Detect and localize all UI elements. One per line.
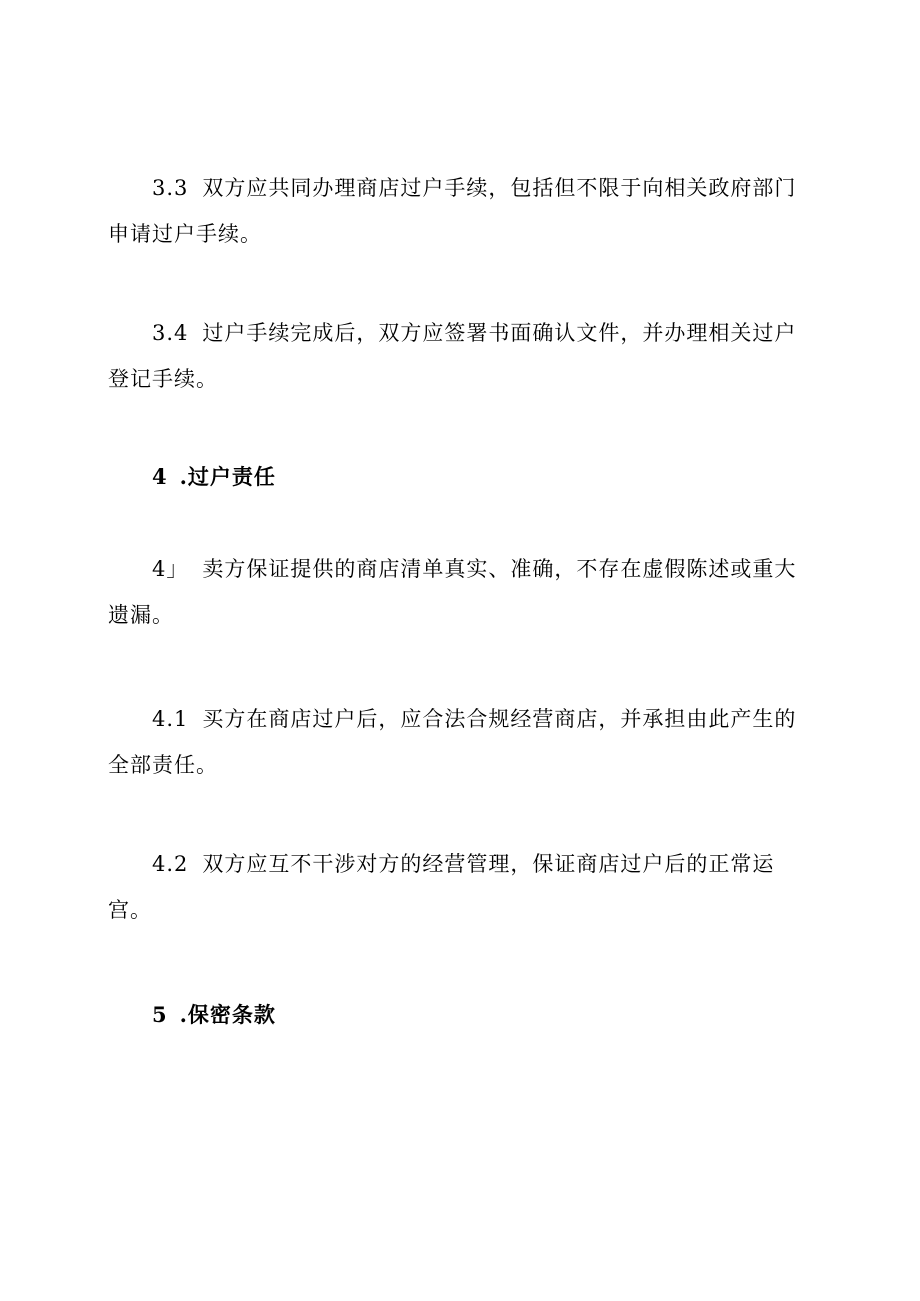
clause-number: 3.3	[152, 176, 189, 200]
clause-text: 双方应互不干涉对方的经营管理，保证商店过户后的正常运宫。	[108, 852, 775, 922]
clause-text: 双方应共同办理商店过户手续，包括但不限于向相关政府部门申请过户手续。	[108, 176, 797, 246]
clause-text: 卖方保证提供的商店清单真实、准确，不存在虚假陈述或重大遗漏。	[108, 557, 797, 627]
clause-number: 4.1	[152, 707, 189, 731]
clause-number: 4」	[152, 557, 189, 581]
section-number: 4	[152, 464, 168, 489]
section-title: .保密条款	[179, 1002, 276, 1027]
section-title: .过户责任	[179, 464, 276, 489]
section-heading-4	[152, 462, 276, 492]
clause-number: 4.2	[152, 852, 189, 876]
clause-text: 过户手续完成后，双方应签署书面确认文件，并办理相关过户登记手续。	[108, 321, 797, 391]
section-heading-5	[152, 1000, 276, 1030]
section-number: 5	[152, 1002, 168, 1027]
clause-4-0	[108, 546, 798, 638]
clause-3-3	[108, 165, 798, 257]
clause-3-4	[108, 310, 798, 402]
clause-4-1	[108, 696, 798, 788]
clause-4-2	[108, 841, 798, 933]
clause-text: 买方在商店过户后，应合法合规经营商店，并承担由此产生的全部责任。	[108, 707, 797, 777]
clause-number: 3.4	[152, 321, 189, 345]
